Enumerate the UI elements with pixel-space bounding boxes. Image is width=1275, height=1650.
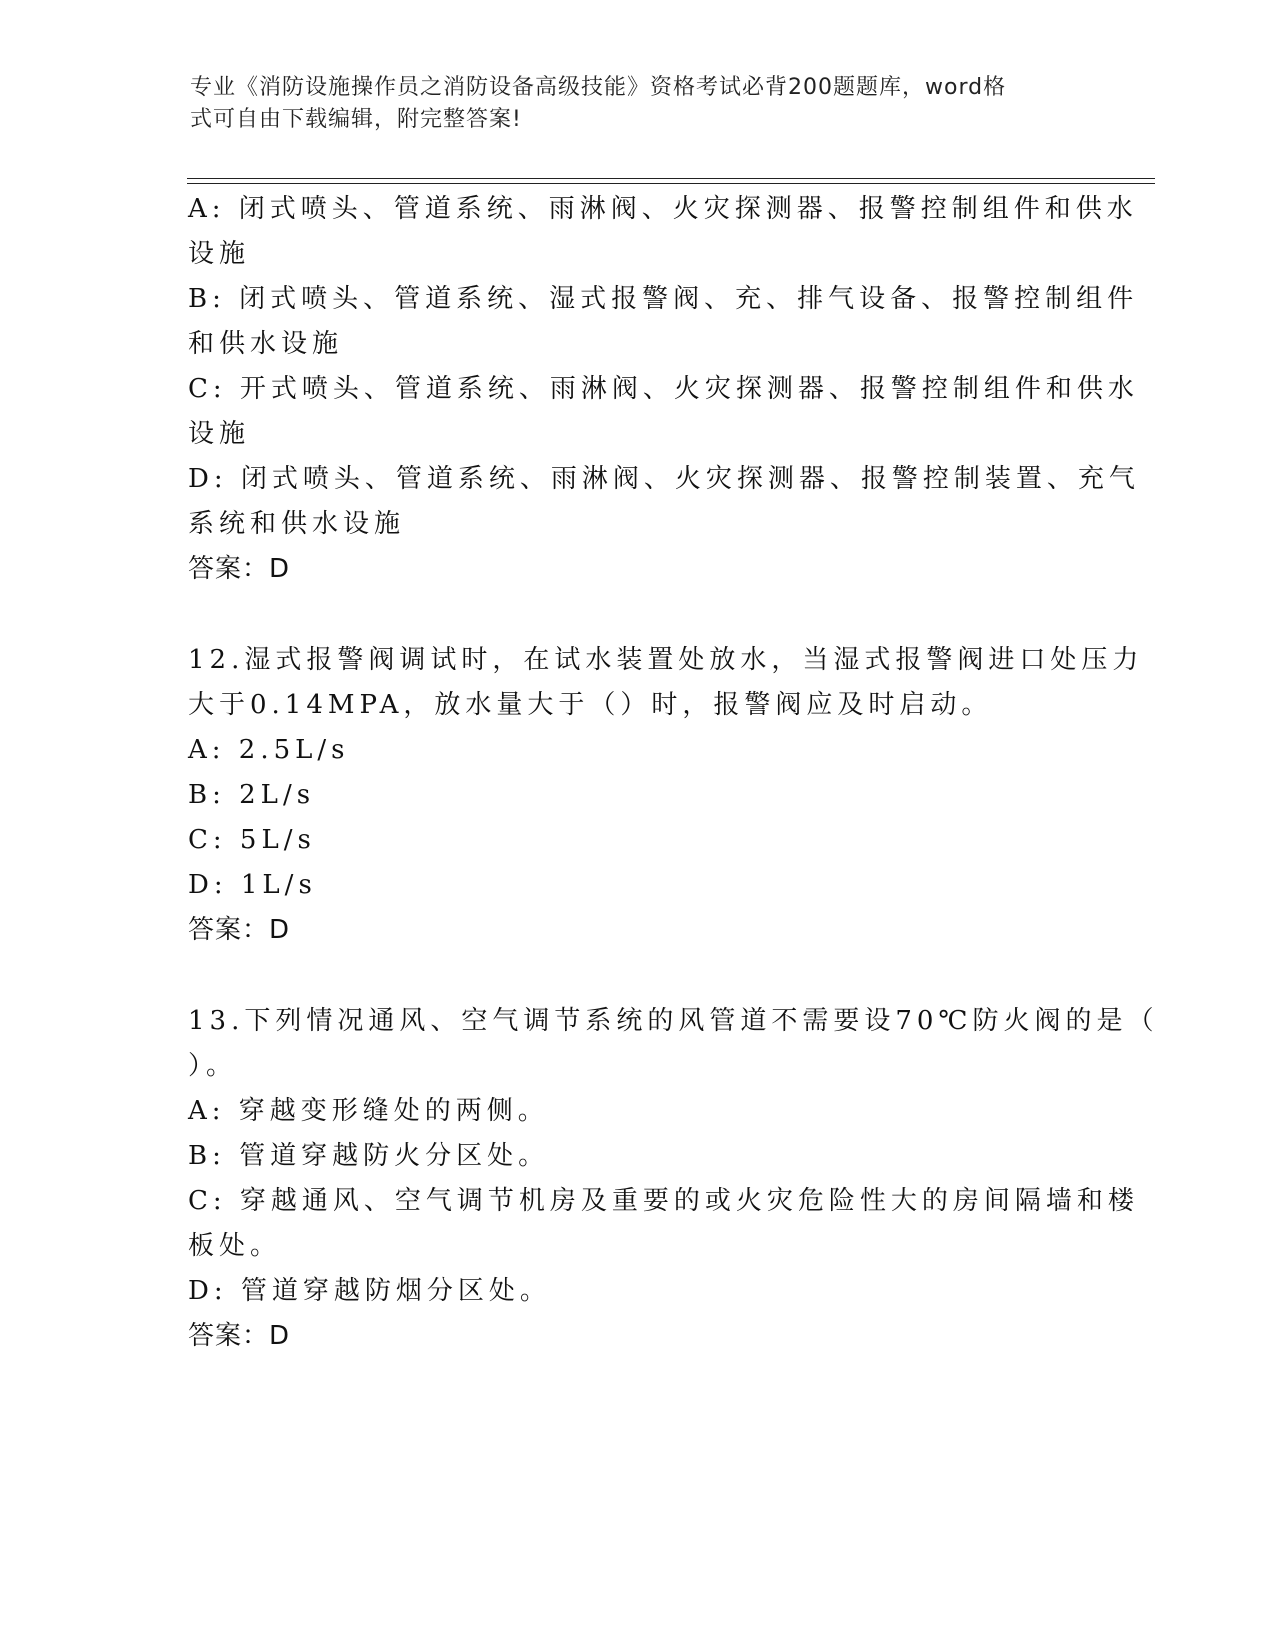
q13-option-b: B: 管道穿越防火分区处。 (188, 1141, 550, 1171)
header-line-1: 专业《消防设施操作员之消防设备高级技能》资格考试必背200题题库，word格 (190, 75, 1007, 100)
q12-option-c: C: 5L/s (188, 825, 316, 855)
q11-option-b-line-2: 和供水设施 (188, 329, 344, 359)
question-13 (188, 999, 1159, 1359)
q13-option-d: D: 管道穿越防烟分区处。 (188, 1276, 551, 1306)
question-content (188, 187, 1159, 1359)
q13-option-c-line-1: C: 穿越通风、空气调节机房及重要的或火灾危险性大的房间隔墙和楼 (188, 1186, 1139, 1216)
header-divider-bottom (187, 183, 1155, 184)
question-12 (188, 638, 1144, 953)
q11-answer: 答案：D (188, 554, 291, 584)
q13-answer: 答案：D (188, 1321, 291, 1351)
q11-option-b-line-1: B: 闭式喷头、管道系统、湿式报警阀、充、排气设备、报警控制组件 (188, 284, 1139, 314)
q12-answer: 答案：D (188, 915, 291, 945)
q11-option-a-line-2: 设施 (188, 239, 251, 269)
question-spacer (188, 953, 1068, 999)
q12-option-b: B: 2L/s (188, 780, 316, 810)
q13-option-c-line-2: 板处。 (188, 1231, 282, 1261)
header-line-2: 式可自由下载编辑，附完整答案! (190, 107, 522, 132)
q11-option-a-line-1: A: 闭式喷头、管道系统、雨淋阀、火灾探测器、报警控制组件和供水 (188, 194, 1138, 224)
q12-stem-line-2: 大于0.14MPA，放水量大于（）时，报警阀应及时启动。 (188, 690, 993, 720)
question-11 (188, 187, 1140, 592)
document-header (190, 72, 1070, 136)
q13-stem-line-1: 13.下列情况通风、空气调节系统的风管道不需要设70℃防火阀的是（ (188, 1006, 1159, 1036)
q11-option-d-line-2: 系统和供水设施 (188, 509, 406, 539)
q12-stem-line-1: 12.湿式报警阀调试时，在试水装置处放水，当湿式报警阀进口处压力 (188, 645, 1144, 675)
q12-option-d: D: 1L/s (188, 870, 317, 900)
q12-option-a: A: 2.5L/s (188, 735, 350, 765)
q11-option-c-line-2: 设施 (188, 419, 251, 449)
q13-option-a: A: 穿越变形缝处的两侧。 (188, 1096, 549, 1126)
q11-option-c-line-1: C: 开式喷头、管道系统、雨淋阀、火灾探测器、报警控制组件和供水 (188, 374, 1139, 404)
question-spacer (188, 592, 1068, 638)
q13-stem-line-2: ）。 (188, 1051, 238, 1081)
header-divider-top (187, 178, 1155, 179)
q11-option-d-line-1: D: 闭式喷头、管道系统、雨淋阀、火灾探测器、报警控制装置、充气 (188, 464, 1140, 494)
